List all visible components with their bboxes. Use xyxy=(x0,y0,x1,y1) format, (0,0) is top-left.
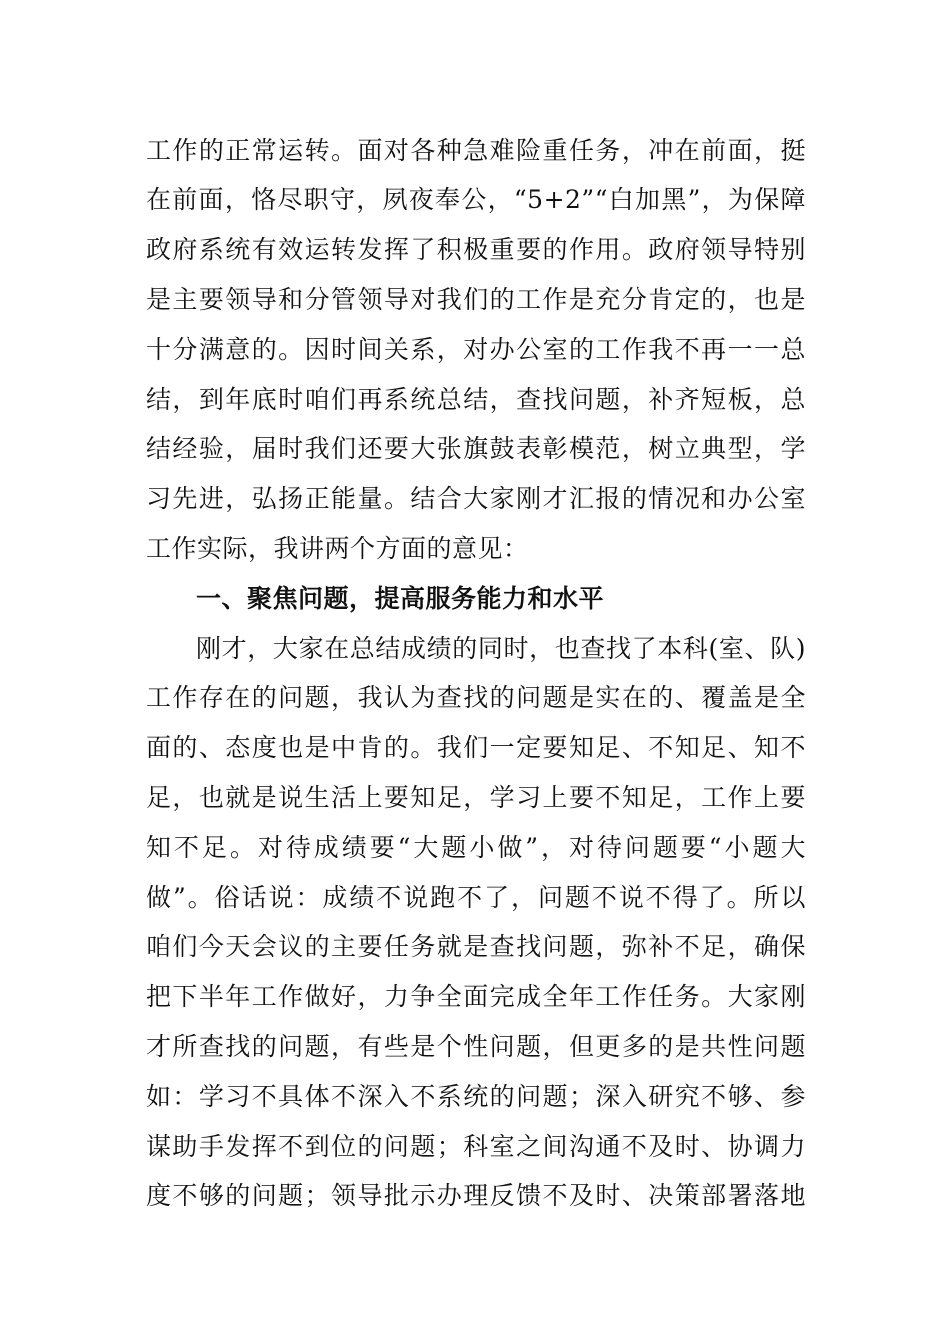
paragraph-line: 工作存在的问题，我认为查找的问题是实在的、覆盖是全 xyxy=(146,683,806,712)
paragraph-line: 政府系统有效运转发挥了积极重要的作用。政府领导特别 xyxy=(146,235,806,264)
paragraph-line: 十分满意的。因时间关系，对办公室的工作我不再一一总 xyxy=(146,335,806,364)
paragraph-line: 在前面，恪尽职守，夙夜奉公，“5+2”“白加黑”，为保障 xyxy=(146,185,806,214)
paragraph-line: 工作的正常运转。面对各种急难险重任务，冲在前面，挺 xyxy=(146,136,806,165)
paragraph-line: 谋助手发挥不到位的问题；科室之间沟通不及时、协调力 xyxy=(146,1132,806,1161)
paragraph-line: 工作实际，我讲两个方面的意见： xyxy=(146,534,529,563)
paragraph-line: 结经验，届时我们还要大张旗鼓表彰模范，树立典型，学 xyxy=(146,434,806,463)
paragraph-line: 是主要领导和分管领导对我们的工作是充分肯定的，也是 xyxy=(146,285,806,314)
paragraph-line: 如：学习不具体不深入不系统的问题；深入研究不够、参 xyxy=(146,1082,806,1111)
paragraph-line: 足，也就是说生活上要知足，学习上要不知足，工作上要 xyxy=(146,783,806,812)
paragraph-line: 做”。俗话说：成绩不说跑不了，问题不说不得了。所以 xyxy=(146,883,806,912)
paragraph-line: 知不足。对待成绩要“大题小做”，对待问题要“小题大 xyxy=(146,833,806,862)
paragraph-line: 面的、态度也是中肯的。我们一定要知足、不知足、知不 xyxy=(146,733,806,762)
paragraph-line: 才所查找的问题，有些是个性问题，但更多的是共性问题 xyxy=(146,1032,806,1061)
paragraph-line: 度不够的问题；领导批示办理反馈不及时、决策部署落地 xyxy=(146,1181,806,1210)
paragraph-line: 习先进，弘扬正能量。结合大家刚才汇报的情况和办公室 xyxy=(146,484,806,513)
paragraph-line: 结，到年底时咱们再系统总结，查找问题，补齐短板，总 xyxy=(146,385,806,414)
section-heading: 一、聚焦问题，提高服务能力和水平 xyxy=(196,584,605,613)
paragraph-line: 把下半年工作做好，力争全面完成全年工作任务。大家刚 xyxy=(146,982,806,1011)
paragraph-line: 刚才，大家在总结成绩的同时，也查找了本科(室、队) xyxy=(196,634,806,663)
paragraph-line: 咱们今天会议的主要任务就是查找问题，弥补不足，确保 xyxy=(146,932,806,961)
